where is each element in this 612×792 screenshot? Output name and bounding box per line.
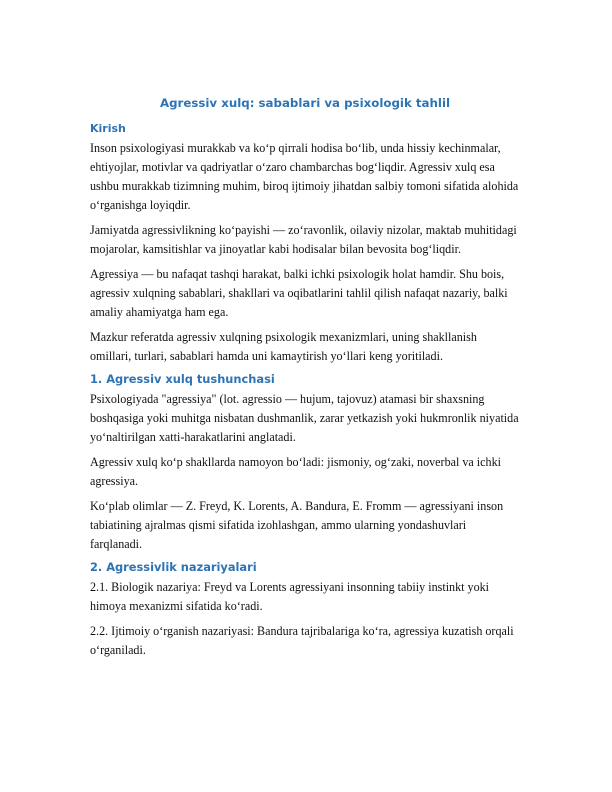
- section1-paragraph-3: Ko‘plab olimlar — Z. Freyd, K. Lorents, A. Bandura, E. Fromm — agressiyani inson tabiatining ajralmas qismi sifatida izohlashgan, ammo ularning yondashuvlari farqlanadi.: [90, 499, 504, 551]
- section1-heading: 1. Agressiv xulq tushunchasi: [90, 372, 275, 386]
- intro-paragraph-1: Inson psixologiyasi murakkab va ko‘p qirrali hodisa bo‘lib, unda hissiy kechinmalar, ehtiyojlar, motivlar va qadriyatlar o‘zaro chambarchas bog‘liqdir. Agressiv xulq esa ushbu murakkab tizimning muhim, biroq ijtimoiy jihatdan salbiy tomoni sifatida alohida o‘rganishga loyiqdir.: [90, 141, 519, 212]
- section2-heading: 2. Agressivlik nazariyalari: [90, 560, 257, 574]
- intro-heading: Kirish: [90, 122, 126, 135]
- section2-paragraph-1: 2.1. Biologik nazariya: Freyd va Lorents agressiyani insonning tabiiy instinkt yoki himoya mexanizmi sifatida ko‘radi.: [90, 580, 490, 613]
- document-title: Agressiv xulq: sabablari va psixologik tahlil: [159, 96, 451, 110]
- section1-paragraph-1: Psixologiyada "agressiya" (lot. agressio — hujum, tajovuz) atamasi bir shaxsning boshqasiga yoki muhitga nisbatan dushmanlik, zarar yetkazish yoki hukmronlik niyatida yo‘naltirilgan xatti-harakatlarini anglatadi.: [90, 392, 519, 444]
- intro-paragraph-3: Agressiya — bu nafaqat tashqi harakat, balki ichki psixologik holat hamdir. Shu bois, agressiv xulqning sabablari, shakllari va oqibatlarini tahlil qilish nafaqat nazariy, balki amaliy ahamiyatga ham ega.: [90, 267, 508, 319]
- intro-paragraph-4: Mazkur referatda agressiv xulqning psixologik mexanizmlari, uning shakllanish omillari, turlari, sabablari hamda uni kamaytirish yo‘llari keng yoritiladi.: [90, 330, 477, 363]
- section2-paragraph-2: 2.2. Ijtimoiy o‘rganish nazariyasi: Bandura tajribalariga ko‘ra, agressiya kuzatish orqali o‘rganiladi.: [90, 624, 514, 657]
- intro-paragraph-2: Jamiyatda agressivlikning ko‘payishi — zo‘ravonlik, oilaviy nizolar, maktab muhitidagi mojarolar, kamsitishlar va jinoyatlar kabi hodisalar bilan bevosita bog‘liqdir.: [90, 223, 517, 256]
- section1-paragraph-2: Agressiv xulq ko‘p shakllarda namoyon bo‘ladi: jismoniy, og‘zaki, noverbal va ichki agressiya.: [90, 455, 501, 488]
